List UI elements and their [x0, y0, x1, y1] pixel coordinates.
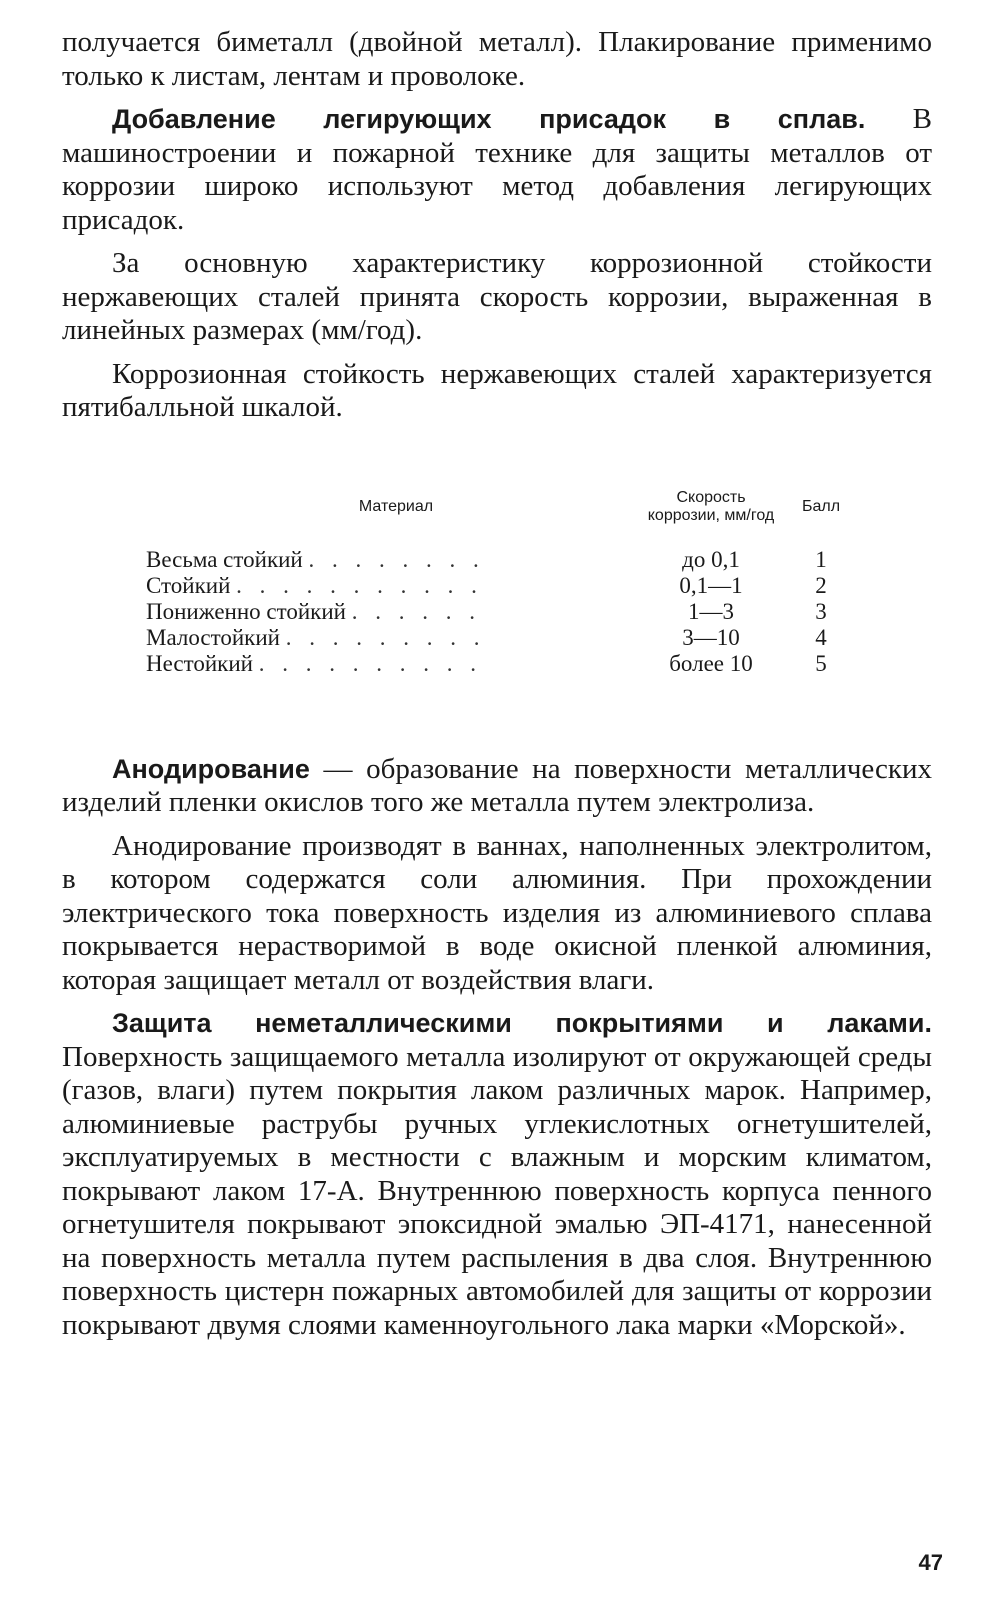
cell-score: 5 — [815, 650, 827, 676]
paragraph-alloying — [62, 103, 932, 237]
cell-score: 1 — [815, 546, 827, 572]
cell-score: 3 — [815, 598, 827, 624]
header-material: Материал — [358, 497, 434, 515]
paragraph-anodizing — [62, 753, 932, 820]
page-number: 47 — [918, 1550, 943, 1575]
paragraph-anodizing-body: — образование на поверхности металлических изделий пленки окислов того же металла путем электролиза. — [62, 752, 932, 818]
cell-speed: до 0,1 — [682, 546, 740, 572]
paragraph-nonmetallic-coatings-body: Поверхность защищаемого металла изолируют от окружающей среды (газов, влаги) путем покрытия лаком различных марок. Например, алюминиевые раструбы ручных углекислотных огнетушителей, эксплуатируемых в местности с влажным и морским климатом, покрывают лаком 17-А. Внутреннюю поверхность корпуса пенного огнетушителя покрывают эпоксидной эмалью ЭП-4171, нанесенной на поверхность металла путем распыления в два слоя. Внутреннюю поверхность цистерн пожарных автомобилей для защиты от коррозии покрывают двумя слоями каменноугольного лака марки «Морской». — [62, 1040, 932, 1341]
cell-score: 4 — [815, 624, 827, 650]
table-row — [146, 599, 866, 625]
paragraph-bimetal: получается биметалл (двойной металл). Плакирование применимо только к листам, лентам и проволоке. — [62, 26, 932, 92]
paragraph-corrosion-characteristic: За основную характеристику коррозионной стойкости нержавеющих сталей принята скорость коррозии, выраженная в линейных размерах (мм/год). — [62, 247, 932, 346]
cell-material: Весьма стойкий . . . . . . . . — [146, 546, 485, 572]
paragraph-anodizing-process: Анодирование производят в ваннах, наполненных электролитом, в котором содержатся соли алюминия. При прохождении электрического тока поверхность изделия из алюминиевого сплава покрывается нерастворимой в воде окисной пленкой алюминия, которая защищает металл от воздействия влаги. — [62, 829, 932, 996]
table-row — [146, 651, 866, 677]
paragraph-alloying-body: В машиностроении и пожарной технике для защиты металлов от коррозии широко используют метод добавления легирующих присадок. — [62, 103, 932, 236]
cell-speed: 3—10 — [682, 624, 740, 650]
paragraph-nonmetallic-coatings — [62, 1007, 932, 1342]
cell-speed: 0,1—1 — [679, 572, 743, 598]
page-content — [62, 26, 932, 1342]
corrosion-resistance-table — [146, 489, 866, 677]
table-header-row — [146, 489, 866, 547]
paragraph-five-point-scale: Коррозионная стойкость нержавеющих сталей характеризуется пятибалльной шкалой. — [62, 357, 932, 423]
cell-material: Нестойкий . . . . . . . . . . — [146, 650, 482, 676]
table-row — [146, 547, 866, 573]
cell-material: Стойкий . . . . . . . . . . . — [146, 572, 483, 598]
heading-alloying: Добавление легирующих присадок в сплав. — [112, 104, 866, 134]
heading-nonmetallic-coatings: Защита неметаллическими покрытиями и лаками. — [112, 1008, 932, 1038]
header-corrosion-speed: Скорость коррозии, мм/год — [647, 488, 775, 524]
cell-speed: более 10 — [669, 650, 753, 676]
cell-material: Пониженно стойкий . . . . . . — [146, 598, 481, 624]
cell-score: 2 — [815, 572, 827, 598]
table-row — [146, 573, 866, 599]
table-row — [146, 625, 866, 651]
header-score: Балл — [801, 497, 841, 515]
heading-anodizing: Анодирование — [112, 753, 310, 784]
cell-speed: 1—3 — [688, 598, 734, 624]
cell-material: Малостойкий . . . . . . . . . — [146, 624, 486, 650]
